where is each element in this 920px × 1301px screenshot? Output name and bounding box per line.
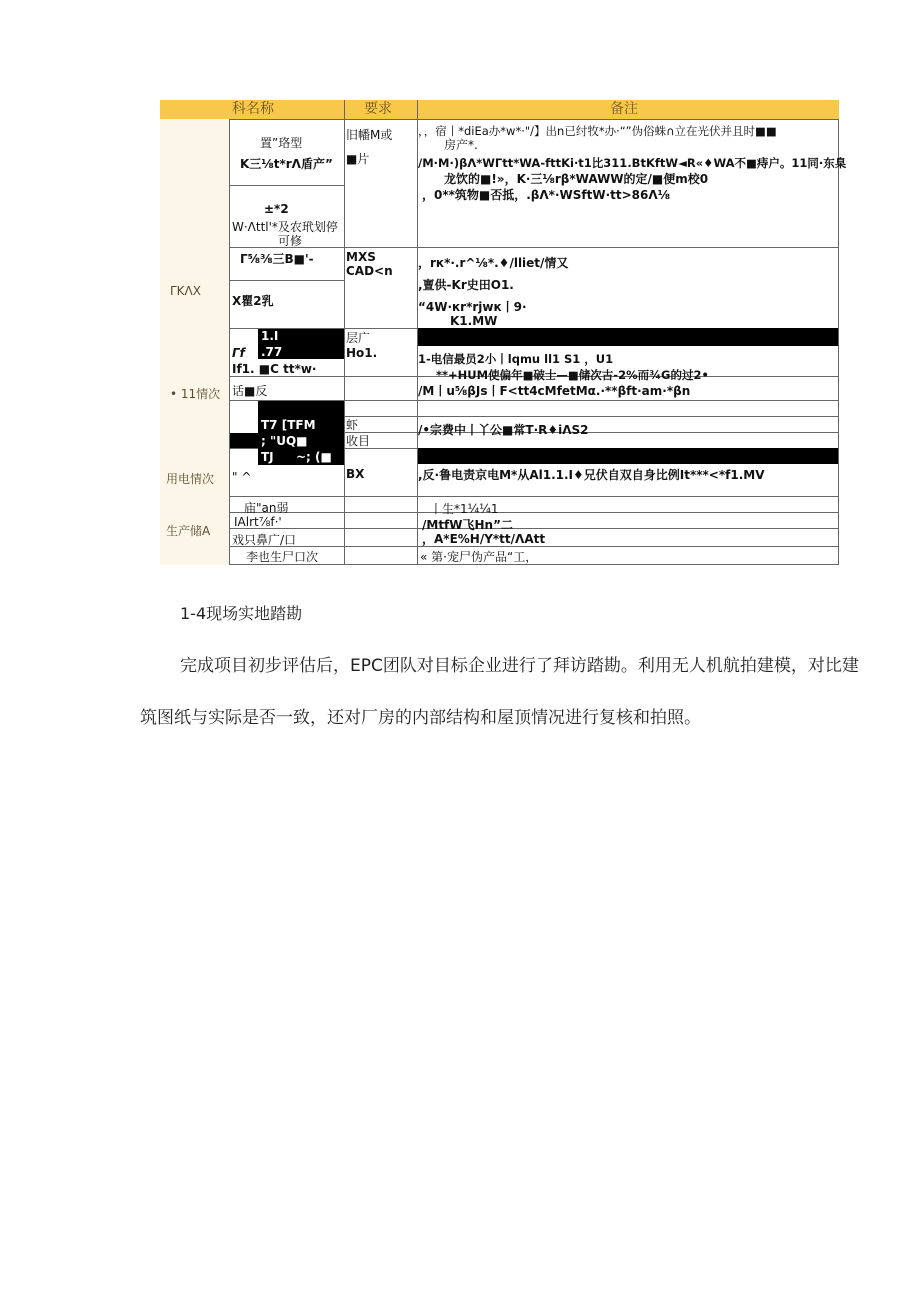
cell-text: K1.MW bbox=[450, 314, 498, 328]
header-remarks: 备注 bbox=[610, 101, 638, 117]
side-label-1: ΓKΛX bbox=[170, 284, 201, 298]
cell-text: ，rк*·.r^⅛*.♦/lliet/情又 bbox=[418, 256, 569, 270]
cell-text: 层广 bbox=[346, 331, 371, 345]
cell-text: **+HUM使偏年■破士—■储次古-2%而¾G的过2• bbox=[436, 368, 709, 382]
redacted-text: 1.I bbox=[261, 329, 279, 343]
cell-text: Γ⅝⅜三B■'- bbox=[240, 252, 314, 266]
cell-text: ■片 bbox=[346, 152, 370, 166]
redacted-text: T7 [TFM bbox=[261, 418, 316, 432]
paragraph-line-2: 筑图纸与实际是否一致，还对厂房的内部结构和屋顶情况进行复核和拍照。 bbox=[140, 708, 701, 728]
redacted-text: ; "UQ■ bbox=[261, 434, 308, 448]
cell-text: " ^ bbox=[232, 470, 252, 484]
cell-text: 龙饮的■!»，K·三⅛rβ*WAWW的定/■便m校0 bbox=[444, 172, 709, 186]
side-label-4: 生产储A bbox=[166, 524, 211, 538]
cell-text: CAD<n bbox=[346, 264, 393, 278]
redacted-text: TJ bbox=[261, 450, 274, 464]
cell-text: MXS bbox=[346, 250, 376, 264]
cell-text: /M·M·)βΛ*WΓtt*WA-fttKi·t1比311.BtKftW◄R«♦WA不■痔户。11同·东臬 bbox=[418, 156, 847, 170]
cell-text: 置”珞型 bbox=[260, 136, 303, 150]
redacted-text: ~; (■ bbox=[296, 450, 332, 464]
cell-text: BX bbox=[346, 467, 365, 481]
cell-text: ，A*E%H/Y*tt/ΛAtt bbox=[422, 532, 546, 546]
paragraph-line-1: 完成项目初步评估后，EPC团队对目标企业进行了拜访踏勘。利用无人机航拍建模，对比建 bbox=[180, 656, 859, 676]
cell-text: /M丨u⅝βJs丨F<tt4cMfetMα.·**βft·am·*βn bbox=[418, 384, 691, 398]
cell-text: 李也生尸口次 bbox=[246, 550, 319, 564]
cell-text: X瞿2乳 bbox=[232, 294, 274, 308]
cell-text: 戏只鼻广/口 bbox=[232, 533, 297, 547]
header-requirement: 要求 bbox=[364, 101, 392, 117]
cell-text: W·Λttl'*及农玳划停 bbox=[232, 220, 338, 234]
redacted-text: .77 bbox=[261, 345, 283, 359]
cell-text: 话■反 bbox=[232, 384, 268, 398]
cell-text: IAlrt⅞f·' bbox=[234, 515, 282, 529]
requirements-table bbox=[160, 100, 847, 565]
section-heading: 1-4现场实地踏勘 bbox=[180, 604, 303, 623]
cell-text: ,反·鲁电责京电M*从Al1.1.I♦兄伏自双自身比例It***<*f1.MV bbox=[418, 468, 765, 482]
cell-text: 虾 bbox=[346, 418, 359, 432]
cell-text: /•宗费中丨丫公■常T·R♦iΛS2 bbox=[418, 423, 589, 437]
cell-text: ，，宿丨*diEa办*w*·"/】出n已纣牧*办·“”伪俗蛛∩立在光伏并且时■■ bbox=[418, 124, 777, 138]
redacted-block bbox=[418, 448, 838, 464]
cell-text: 收目 bbox=[346, 434, 371, 448]
cell-text: /MtfW飞Hn”二 bbox=[422, 518, 513, 532]
header-subject-name: 科名称 bbox=[232, 101, 274, 117]
cell-text: 1-电信最员2小丨lqmu ll1 S1 ，U1 bbox=[418, 352, 614, 366]
cell-text: ，0**筑物■否抵，.βΛ*·WSftW·tt>86Λ⅛ bbox=[422, 188, 671, 202]
cell-text: « 第·宠尸伪产品“工， bbox=[420, 550, 538, 564]
cell-text: 房产*. bbox=[444, 138, 478, 152]
cell-text: Ho1. bbox=[346, 346, 378, 360]
side-label-3: 用电情次 bbox=[166, 472, 215, 486]
redacted-block bbox=[230, 433, 260, 448]
redacted-block bbox=[418, 328, 838, 346]
cell-text: ±*2 bbox=[264, 202, 289, 216]
cell-text: Γf bbox=[232, 346, 245, 360]
cell-text: 可修 bbox=[278, 234, 303, 248]
cell-text: “4W·кr*rjwк丨9· bbox=[418, 300, 527, 314]
cell-text: 旧幡M或 bbox=[346, 128, 393, 142]
side-label-2: • 11情次 bbox=[170, 387, 221, 401]
cell-text: 庙"an弱 bbox=[244, 501, 289, 515]
cell-text: 丨生*1¼¼1 bbox=[430, 502, 499, 516]
cell-text: K三⅛t*rΛ盾产” bbox=[240, 157, 333, 171]
category-column bbox=[160, 119, 229, 565]
cell-text: ,亶供-Kr史田O1. bbox=[418, 278, 514, 292]
cell-text: If1. ■C tt*w· bbox=[232, 362, 317, 376]
